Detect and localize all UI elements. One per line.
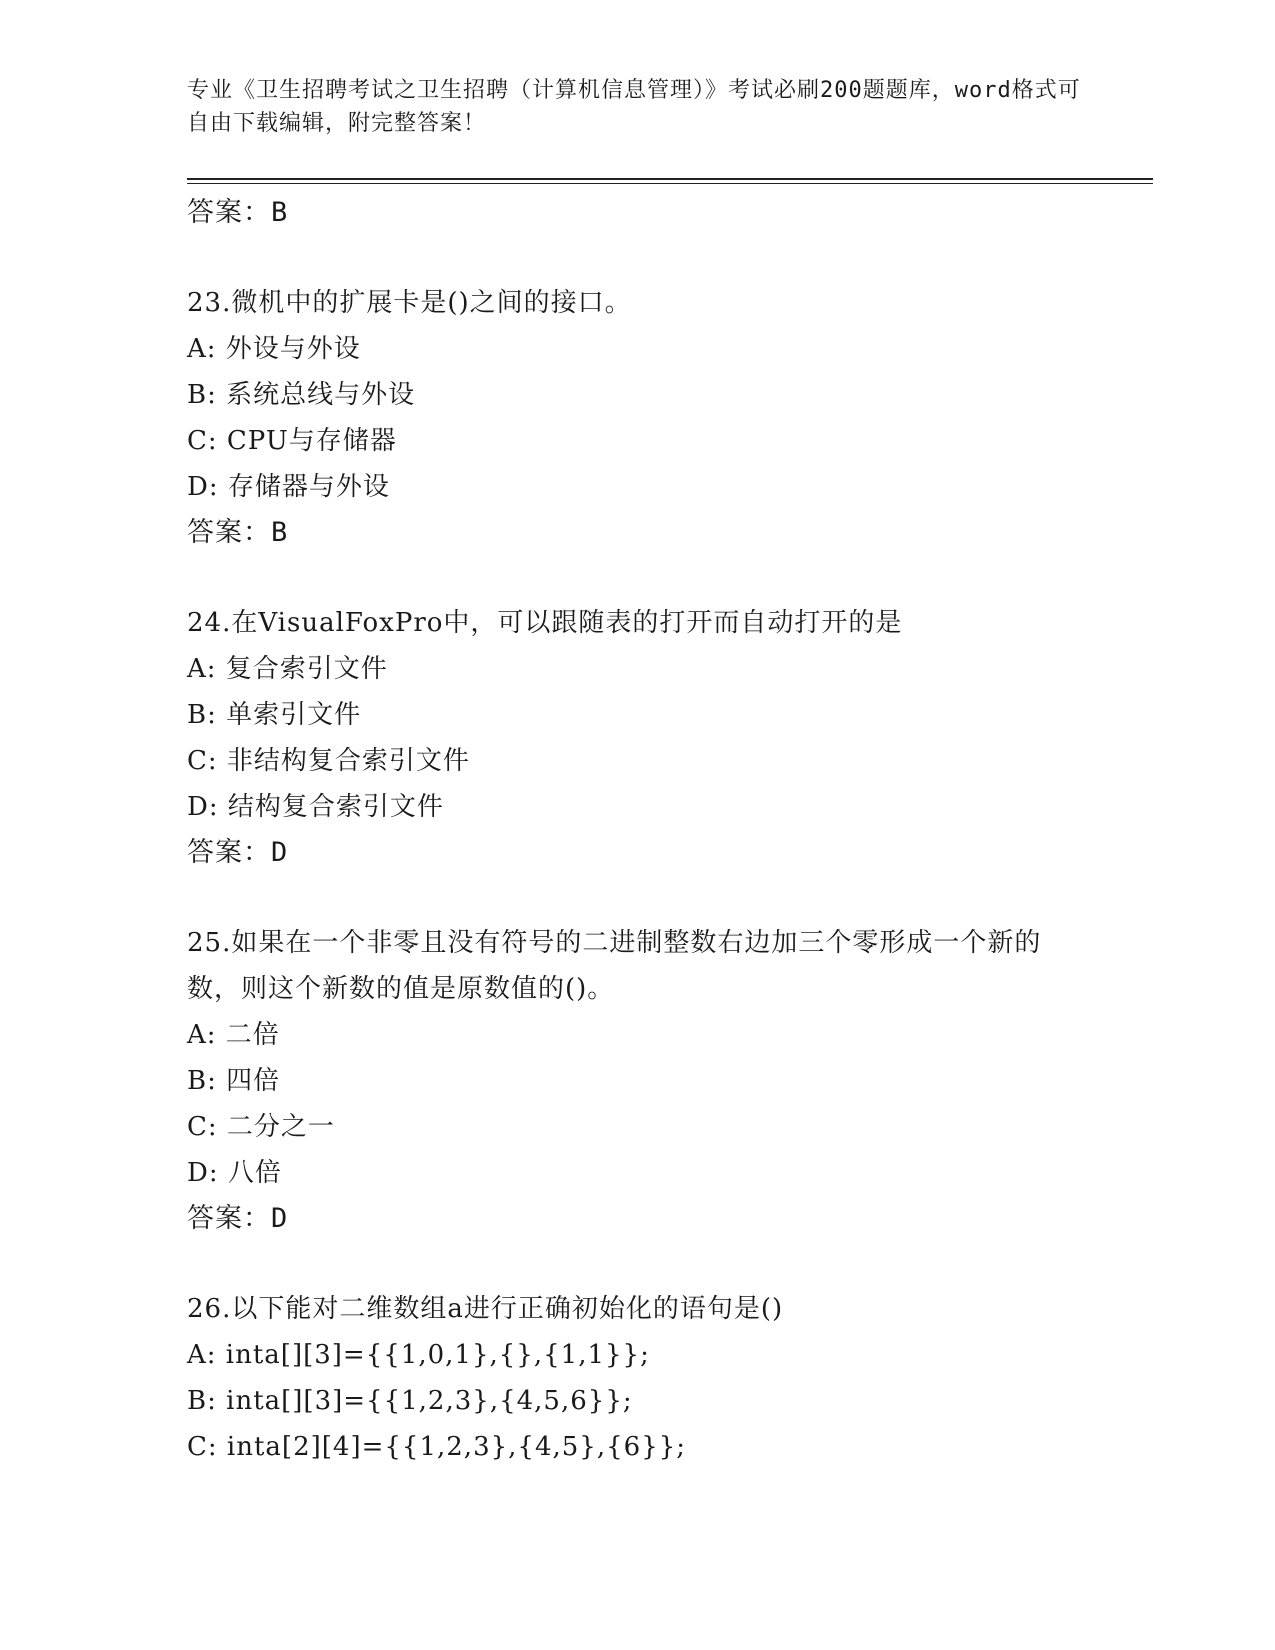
- option-c: C: 非结构复合索引文件: [187, 746, 470, 776]
- question-text: 26.以下能对二维数组a进行正确初始化的语句是(): [187, 1294, 784, 1324]
- answer-text: 答案：B: [187, 517, 289, 548]
- option-d: D: 结构复合索引文件: [187, 792, 444, 822]
- option-a: A: 复合索引文件: [187, 654, 388, 684]
- option-d: D: 八倍: [187, 1158, 282, 1188]
- question-24: [187, 600, 1087, 876]
- option-b: B: 单索引文件: [187, 700, 362, 730]
- option-b: B: inta[][3]={{1,2,3},{4,5,6}};: [187, 1386, 633, 1416]
- question-text: 25.如果在一个非零且没有符号的二进制整数右边加三个零形成一个新的数，则这个新数的值是原数值的()。: [187, 928, 1042, 1004]
- question-23: [187, 280, 1087, 556]
- option-c: C: 二分之一: [187, 1112, 335, 1142]
- option-d: D: 存储器与外设: [187, 472, 390, 502]
- previous-answer: 答案：B: [187, 197, 289, 228]
- option-a: A: inta[][3]={{1,0,1},{},{1,1}};: [187, 1340, 650, 1370]
- header-intro-text: 专业《卫生招聘考试之卫生招聘（计算机信息管理）》考试必刷200题题库，word格式可自由下载编辑，附完整答案！: [187, 78, 1081, 136]
- document-header: [187, 74, 1087, 140]
- question-25: [187, 920, 1087, 1242]
- question-text: 23.微机中的扩展卡是()之间的接口。: [187, 288, 632, 318]
- answer-text: 答案：D: [187, 1203, 289, 1234]
- spacer: [187, 236, 1087, 280]
- question-26: [187, 1286, 1087, 1470]
- spacer: [187, 876, 1087, 920]
- spacer: [187, 1242, 1087, 1286]
- spacer: [187, 556, 1087, 600]
- option-a: A: 外设与外设: [187, 334, 361, 364]
- question-list: [187, 190, 1087, 1470]
- question-text: 24.在VisualFoxPro中，可以跟随表的打开而自动打开的是: [187, 608, 903, 638]
- answer-text: 答案：D: [187, 837, 289, 868]
- header-divider-thick: [187, 178, 1153, 180]
- option-c: C: inta[2][4]={{1,2,3},{4,5},{6}};: [187, 1432, 687, 1462]
- option-c: C: CPU与存储器: [187, 426, 397, 456]
- option-b: B: 系统总线与外设: [187, 380, 416, 410]
- option-a: A: 二倍: [187, 1020, 280, 1050]
- option-b: B: 四倍: [187, 1066, 281, 1096]
- header-divider-thin: [187, 183, 1153, 184]
